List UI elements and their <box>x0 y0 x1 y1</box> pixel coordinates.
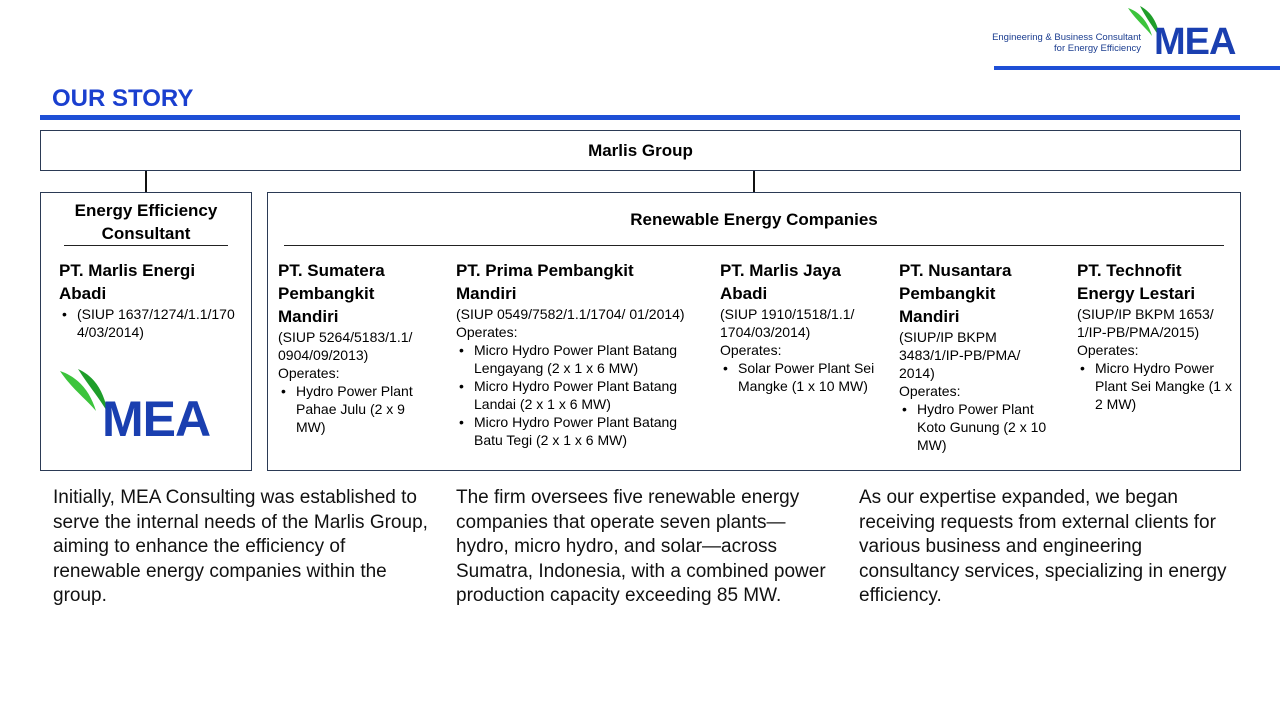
company-marlis-jaya-abadi <box>720 259 880 395</box>
company-name: PT. Nusantara Pembangkit Mandiri <box>899 261 1012 326</box>
company-license: (SIUP 5264/5183/1.1/ 0904/09/2013) <box>278 329 413 363</box>
mea-wordmark: MEA <box>102 391 211 447</box>
list-item: • (SIUP 1637/1274/1.1/1704/03/2014) <box>59 305 239 341</box>
title-rule <box>40 115 1240 120</box>
company-sumatera-pembangkit-mandiri <box>278 259 436 436</box>
story-paragraph-3: As our expertise expanded, we began receiving requests from external clients for various business and engineering consultancy services, specializing in energy efficiency. <box>859 487 1227 607</box>
header-logo <box>994 4 1280 70</box>
company-name: PT. Marlis Energi Abadi <box>59 261 196 303</box>
consultant-box <box>40 192 252 471</box>
company-operates-label: Operates: <box>720 342 782 358</box>
logo-wordmark: MEA <box>1154 21 1236 63</box>
company-items <box>59 305 239 341</box>
group-label: Marlis Group <box>588 141 693 160</box>
company-license: (SIUP 0549/7582/1.1/1704/ 01/2014) <box>456 306 685 322</box>
list-item: • Micro Hydro Power Plant Sei Mangke (1 x 2 MW) <box>1077 359 1233 413</box>
logo-tagline-line-2: for Energy Efficiency <box>1054 43 1141 54</box>
connector-renewables <box>753 171 755 192</box>
company-operates-label: Operates: <box>456 324 518 340</box>
company-items <box>278 382 436 436</box>
list-item: • Micro Hydro Power Plant Batang Landai (2 x 1 x 6 MW) <box>456 377 696 413</box>
mea-logo <box>58 369 230 449</box>
logo-tagline <box>941 32 1141 54</box>
company-technofit-energy-lestari <box>1077 259 1233 413</box>
company-operates-label: Operates: <box>1077 342 1139 358</box>
company-operates-label: Operates: <box>278 365 340 381</box>
company-name: PT. Technofit Energy Lestari <box>1077 261 1196 303</box>
connector-consultant <box>145 171 147 192</box>
list-item: • Micro Hydro Power Plant Batang Batu Tegi (2 x 1 x 6 MW) <box>456 413 696 449</box>
consultant-heading-line-2: Consultant <box>101 224 191 243</box>
company-license: (SIUP/IP BKPM 3483/1/IP-PB/PMA/ 2014) <box>899 329 1021 381</box>
company-marlis-energi-abadi <box>59 259 239 341</box>
renewables-heading: Renewable Energy Companies <box>630 210 878 229</box>
company-items <box>1077 359 1233 413</box>
company-name: PT. Sumatera Pembangkit Mandiri <box>278 261 385 326</box>
company-name: PT. Marlis Jaya Abadi <box>720 261 841 303</box>
list-item: • Micro Hydro Power Plant Batang Lengayang (2 x 1 x 6 MW) <box>456 341 696 377</box>
logo-tagline-line-1: Engineering & Business Consultant <box>992 32 1141 43</box>
company-nusantara-pembangkit-mandiri <box>899 259 1059 454</box>
consultant-rule <box>64 245 228 246</box>
company-items <box>720 359 880 395</box>
company-items <box>899 400 1059 454</box>
company-operates-label: Operates: <box>899 383 961 399</box>
list-item: • Hydro Power Plant Koto Gunung (2 x 10 MW) <box>899 400 1059 454</box>
company-license: (SIUP 1910/1518/1.1/ 1704/03/2014) <box>720 306 855 340</box>
renewables-rule <box>284 245 1224 246</box>
logo-underline <box>994 66 1280 70</box>
company-prima-pembangkit-mandiri <box>456 259 696 449</box>
story-paragraph-2: The firm oversees five renewable energy companies that operate seven plants—hydro, micro hydro, and solar—across Sumatra, Indonesia, with a combined power production capacity exceeding 85 MW. <box>456 487 826 607</box>
list-item: • Hydro Power Plant Pahae Julu (2 x 9 MW) <box>278 382 436 436</box>
consultant-heading-line-1: Energy Efficiency <box>74 201 218 220</box>
group-box <box>40 130 1241 171</box>
renewables-box <box>267 192 1241 471</box>
story-paragraph-1: Initially, MEA Consulting was established to serve the internal needs of the Marlis Group, aiming to enhance the efficiency of renewable energy companies within the group. <box>53 487 428 607</box>
page-title: OUR STORY <box>52 85 194 112</box>
company-name: PT. Prima Pembangkit Mandiri <box>456 261 634 303</box>
consultant-heading <box>41 199 251 245</box>
list-item: • Solar Power Plant Sei Mangke (1 x 10 MW) <box>720 359 880 395</box>
company-items <box>456 341 696 449</box>
company-license: (SIUP/IP BKPM 1653/ 1/IP-PB/PMA/2015) <box>1077 306 1214 340</box>
